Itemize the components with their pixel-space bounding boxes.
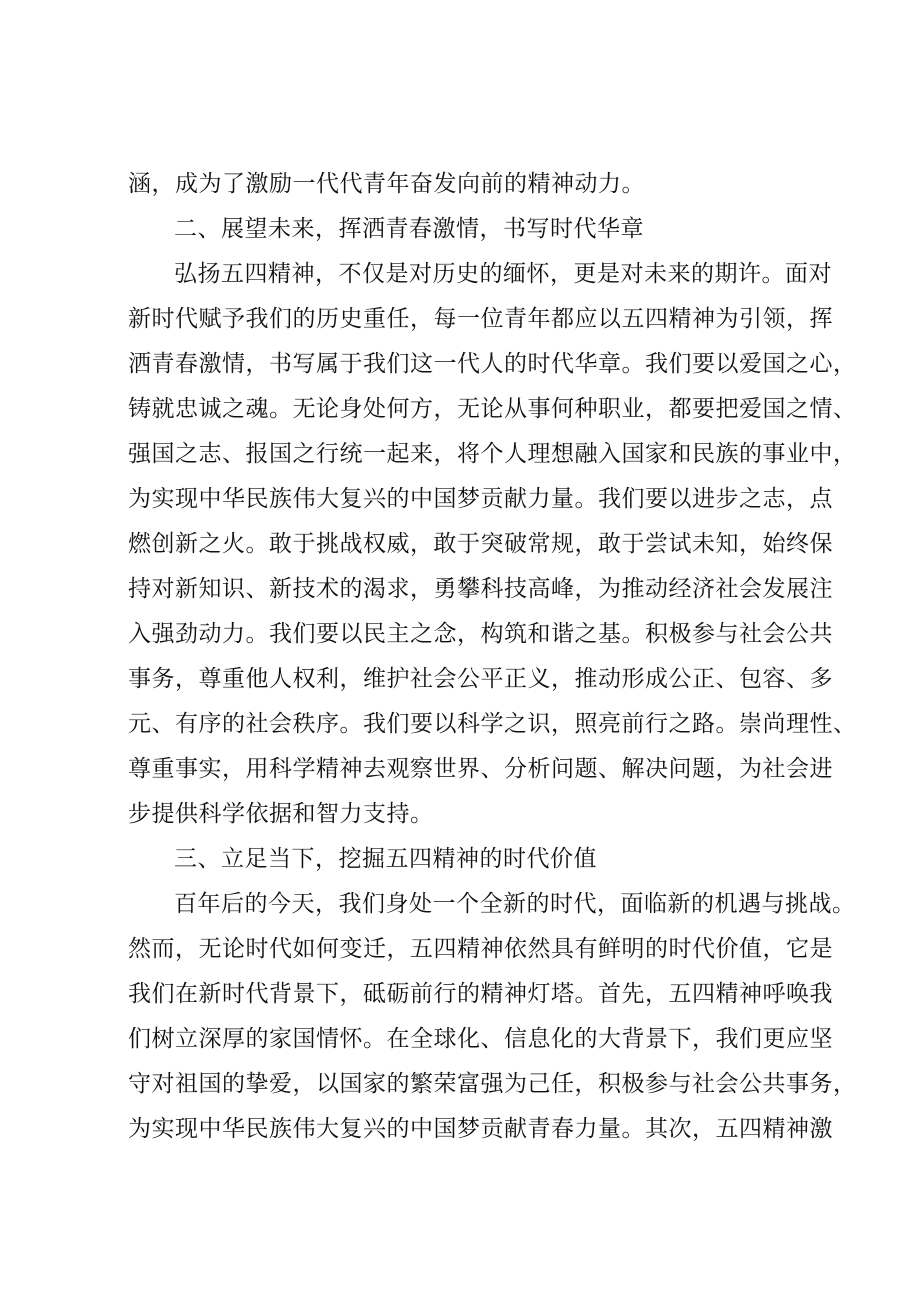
paragraph-line: 强国之志、报国之行统一起来，将个人理想融入国家和民族的事业中， xyxy=(128,441,857,467)
paragraph-line: 洒青春激情，书写属于我们这一代人的时代华章。我们要以爱国之心， xyxy=(128,351,857,377)
paragraph-line: 弘扬五四精神，不仅是对历史的缅怀，更是对未来的期许。面对 xyxy=(174,261,832,287)
section-heading-2: 二、展望未来，挥洒青春激情，书写时代华章 xyxy=(174,216,644,242)
paragraph-line: 百年后的今天，我们身处一个全新的时代，面临新的机遇与挑战。 xyxy=(174,891,856,917)
paragraph-line: 尊重事实，用科学精神去观察世界、分析问题、解决问题，为社会进 xyxy=(128,756,833,782)
paragraph-line: 步提供科学依据和智力支持。 xyxy=(128,801,434,827)
paragraph-line: 燃创新之火。敢于挑战权威，敢于突破常规，敢于尝试未知，始终保 xyxy=(128,531,833,557)
paragraph-line: 铸就忠诚之魂。无论身处何方，无论从事何种职业，都要把爱国之情、 xyxy=(128,396,857,422)
paragraph-line: 然而，无论时代如何变迁，五四精神依然具有鲜明的时代价值，它是 xyxy=(128,936,833,962)
paragraph-line: 持对新知识、新技术的渴求，勇攀科技高峰，为推动经济社会发展注 xyxy=(128,576,833,602)
paragraph-line: 们树立深厚的家国情怀。在全球化、信息化的大背景下，我们更应坚 xyxy=(128,1026,833,1052)
paragraph-line: 我们在新时代背景下，砥砺前行的精神灯塔。首先，五四精神呼唤我 xyxy=(128,981,833,1007)
paragraph-line: 元、有序的社会秩序。我们要以科学之识，照亮前行之路。崇尚理性、 xyxy=(128,711,857,737)
paragraph-line: 守对祖国的挚爱，以国家的繁荣富强为己任，积极参与社会公共事务， xyxy=(128,1071,857,1097)
paragraph-line: 为实现中华民族伟大复兴的中国梦贡献力量。我们要以进步之志，点 xyxy=(128,486,833,512)
paragraph-line: 为实现中华民族伟大复兴的中国梦贡献青春力量。其次，五四精神激 xyxy=(128,1116,833,1142)
document-body xyxy=(128,162,857,1152)
paragraph-line: 涵，成为了激励一代代青年奋发向前的精神动力。 xyxy=(128,171,645,197)
paragraph-line: 入强劲动力。我们要以民主之念，构筑和谐之基。积极参与社会公共 xyxy=(128,621,833,647)
paragraph-line: 事务，尊重他人权利，维护社会公平正义，推动形成公正、包容、多 xyxy=(128,666,833,692)
paragraph-line: 新时代赋予我们的历史重任，每一位青年都应以五四精神为引领，挥 xyxy=(128,306,833,332)
section-heading-3: 三、立足当下，挖掘五四精神的时代价值 xyxy=(174,846,597,872)
